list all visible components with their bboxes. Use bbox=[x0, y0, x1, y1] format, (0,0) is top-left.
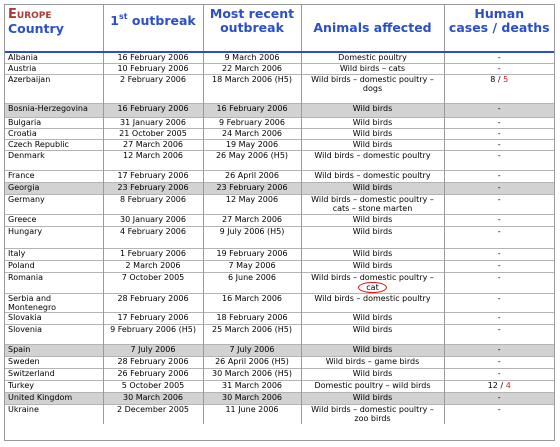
human-cases-text: - bbox=[497, 392, 501, 402]
circled-animal-highlight: cat bbox=[358, 282, 386, 293]
animals-text: Wild birds bbox=[352, 103, 393, 113]
table-row bbox=[5, 139, 554, 150]
recent-outbreak-text: 6 June 2006 bbox=[228, 272, 276, 282]
table-row bbox=[5, 170, 554, 182]
recent-outbreak-cell bbox=[203, 182, 301, 194]
country-text: Italy bbox=[8, 248, 26, 258]
animals-cell bbox=[301, 356, 444, 368]
recent-outbreak-cell bbox=[203, 170, 301, 182]
human-cases-text: - bbox=[497, 356, 501, 366]
country-cell bbox=[5, 74, 103, 103]
table-row bbox=[5, 117, 554, 128]
animals-cell bbox=[301, 392, 444, 404]
animals-text: Wild birds bbox=[352, 260, 393, 270]
human-label-line1: Human bbox=[474, 6, 525, 21]
animals-cell bbox=[301, 344, 444, 356]
table-row bbox=[5, 356, 554, 368]
animals-cell bbox=[301, 63, 444, 74]
animals-cell bbox=[301, 380, 444, 392]
first-outbreak-cell bbox=[103, 74, 203, 103]
animals-text: Wild birds bbox=[352, 324, 393, 334]
human-cases-text: - bbox=[497, 404, 501, 414]
country-cell bbox=[5, 117, 103, 128]
first-outbreak-text: 8 February 2006 bbox=[120, 194, 186, 204]
human-cases-text: - bbox=[497, 312, 501, 322]
first-outbreak-cell bbox=[103, 344, 203, 356]
first-outbreak-text: 2 December 2005 bbox=[116, 404, 190, 414]
human-cases-cell bbox=[444, 324, 554, 344]
first-outbreak-cell bbox=[103, 170, 203, 182]
animals-cell bbox=[301, 293, 444, 312]
human-label-line2: cases / deaths bbox=[448, 20, 550, 35]
first-outbreak-cell bbox=[103, 182, 203, 194]
country-text: Sweden bbox=[8, 356, 40, 366]
animals-cell bbox=[301, 404, 444, 424]
first-outbreak-cell bbox=[103, 63, 203, 74]
human-cases-text: - bbox=[497, 150, 501, 160]
first-outbreak-text: 16 February 2006 bbox=[117, 103, 189, 113]
country-cell bbox=[5, 392, 103, 404]
first-outbreak-text: 7 October 2005 bbox=[121, 272, 185, 282]
recent-outbreak-cell bbox=[203, 356, 301, 368]
first-outbreak-cell bbox=[103, 260, 203, 272]
human-cases-cell bbox=[444, 392, 554, 404]
animals-text: Wild birds bbox=[352, 182, 393, 192]
human-cases-column-header bbox=[444, 5, 554, 52]
human-cases-cell bbox=[444, 356, 554, 368]
recent-outbreak-cell bbox=[203, 324, 301, 344]
animals-text: Wild birds – domestic poultry bbox=[314, 150, 431, 160]
recent-outbreak-text: 27 March 2006 bbox=[221, 214, 282, 224]
country-text: Spain bbox=[8, 344, 31, 354]
country-text: Slovenia bbox=[8, 324, 43, 334]
animals-cell bbox=[301, 214, 444, 226]
human-cases-cell bbox=[444, 103, 554, 117]
animals-text: Domestic poultry bbox=[338, 53, 407, 62]
table-row bbox=[5, 214, 554, 226]
recent-outbreak-text: 30 March 2006 bbox=[221, 392, 282, 402]
first-outbreak-text: 2 February 2006 bbox=[120, 74, 186, 84]
animals-text: Wild birds bbox=[352, 392, 393, 402]
recent-outbreak-text: 25 March 2006 (H5) bbox=[212, 324, 292, 334]
first-outbreak-num: 1 bbox=[110, 13, 119, 28]
human-cases-cell bbox=[444, 182, 554, 194]
country-cell bbox=[5, 103, 103, 117]
recent-outbreak-cell bbox=[203, 52, 301, 63]
animals-text: Wild birds bbox=[352, 248, 393, 258]
animals-text: Wild birds bbox=[352, 117, 393, 127]
country-text: Ukraine bbox=[8, 404, 39, 414]
country-text: Czech Republic bbox=[8, 139, 69, 149]
country-text: Bosnia-Herzegovina bbox=[8, 103, 88, 113]
animals-text: Wild birds bbox=[352, 128, 393, 138]
table-header-row bbox=[5, 5, 554, 52]
first-outbreak-text: 28 February 2006 bbox=[117, 356, 189, 366]
recent-outbreak-cell bbox=[203, 226, 301, 248]
first-outbreak-cell bbox=[103, 139, 203, 150]
recent-outbreak-label-line1: Most recent bbox=[209, 6, 295, 21]
country-text: Germany bbox=[8, 194, 45, 204]
human-cases-cell bbox=[444, 260, 554, 272]
country-cell bbox=[5, 214, 103, 226]
animals-text: Wild birds – cats bbox=[339, 63, 406, 73]
first-outbreak-cell bbox=[103, 52, 203, 63]
animals-cell bbox=[301, 150, 444, 170]
country-cell bbox=[5, 182, 103, 194]
first-outbreak-text: 9 February 2006 (H5) bbox=[110, 324, 196, 334]
country-cell bbox=[5, 150, 103, 170]
first-outbreak-cell bbox=[103, 150, 203, 170]
country-cell bbox=[5, 170, 103, 182]
country-text: Romania bbox=[8, 272, 43, 282]
first-outbreak-text: 17 February 2006 bbox=[117, 312, 189, 322]
first-outbreak-text: 28 February 2006 bbox=[117, 293, 189, 303]
first-outbreak-cell bbox=[103, 404, 203, 424]
recent-outbreak-text: 16 February 2006 bbox=[216, 103, 288, 113]
animals-text: Wild birds bbox=[352, 344, 393, 354]
first-outbreak-cell bbox=[103, 128, 203, 139]
human-cases-cell bbox=[444, 117, 554, 128]
table-row bbox=[5, 63, 554, 74]
first-outbreak-cell bbox=[103, 226, 203, 248]
recent-outbreak-column-header bbox=[203, 5, 301, 52]
first-outbreak-text: 26 February 2006 bbox=[117, 368, 189, 378]
country-text: Hungary bbox=[8, 226, 43, 236]
first-outbreak-text: 17 February 2006 bbox=[117, 170, 189, 180]
animals-text: Wild birds – domestic poultry – zoo birds bbox=[311, 404, 434, 423]
recent-outbreak-text: 24 March 2006 bbox=[221, 128, 282, 138]
animals-text: Wild birds bbox=[352, 139, 393, 149]
first-outbreak-text: 2 March 2006 bbox=[125, 260, 181, 270]
first-outbreak-cell bbox=[103, 293, 203, 312]
recent-outbreak-text: 18 February 2006 bbox=[216, 312, 288, 322]
country-cell bbox=[5, 324, 103, 344]
country-cell bbox=[5, 248, 103, 260]
recent-outbreak-text: 9 July 2006 (H5) bbox=[219, 226, 285, 236]
human-cases-text: - bbox=[497, 214, 501, 224]
recent-outbreak-text: 18 March 2006 (H5) bbox=[212, 74, 292, 84]
recent-outbreak-cell bbox=[203, 392, 301, 404]
human-cases-cell bbox=[444, 194, 554, 214]
human-cases-cell bbox=[444, 380, 554, 392]
recent-outbreak-cell bbox=[203, 63, 301, 74]
first-outbreak-text: 4 February 2006 bbox=[120, 226, 186, 236]
animals-cell bbox=[301, 52, 444, 63]
recent-outbreak-cell bbox=[203, 380, 301, 392]
first-outbreak-text: 30 January 2006 bbox=[120, 214, 186, 224]
recent-outbreak-cell bbox=[203, 368, 301, 380]
country-column-header bbox=[5, 5, 103, 52]
animals-cell bbox=[301, 128, 444, 139]
country-text: Switzerland bbox=[8, 368, 55, 378]
animals-cell bbox=[301, 103, 444, 117]
country-label: Country bbox=[8, 21, 64, 36]
human-cases-text: - bbox=[497, 368, 501, 378]
recent-outbreak-cell bbox=[203, 214, 301, 226]
recent-outbreak-text: 7 May 2006 bbox=[228, 260, 276, 270]
country-cell bbox=[5, 63, 103, 74]
first-outbreak-cell bbox=[103, 117, 203, 128]
country-text: Albania bbox=[8, 53, 38, 62]
table-row bbox=[5, 380, 554, 392]
human-cases-cell bbox=[444, 139, 554, 150]
country-cell bbox=[5, 293, 103, 312]
country-cell bbox=[5, 312, 103, 324]
country-cell bbox=[5, 380, 103, 392]
first-outbreak-cell bbox=[103, 248, 203, 260]
first-outbreak-cell bbox=[103, 312, 203, 324]
first-outbreak-cell bbox=[103, 392, 203, 404]
first-outbreak-text: 31 January 2006 bbox=[120, 117, 186, 127]
human-cases-text: 8 / bbox=[490, 74, 504, 84]
recent-outbreak-label-line2: outbreak bbox=[220, 20, 284, 35]
animals-cell bbox=[301, 194, 444, 214]
recent-outbreak-cell bbox=[203, 117, 301, 128]
animals-cell bbox=[301, 260, 444, 272]
recent-outbreak-cell bbox=[203, 404, 301, 424]
country-text: Azerbaijan bbox=[8, 74, 51, 84]
human-cases-cell bbox=[444, 63, 554, 74]
human-cases-text: - bbox=[497, 272, 501, 282]
recent-outbreak-text: 26 April 2006 bbox=[225, 170, 279, 180]
animals-label: Animals affected bbox=[313, 20, 432, 35]
country-cell bbox=[5, 404, 103, 424]
human-cases-text: - bbox=[497, 103, 501, 113]
human-cases-cell bbox=[444, 368, 554, 380]
animals-cell bbox=[301, 272, 444, 293]
country-cell bbox=[5, 368, 103, 380]
country-text: Poland bbox=[8, 260, 35, 270]
animals-text: Wild birds – domestic poultry bbox=[314, 293, 431, 303]
first-outbreak-text: 5 October 2005 bbox=[121, 380, 185, 390]
human-cases-cell bbox=[444, 170, 554, 182]
table-row bbox=[5, 194, 554, 214]
human-cases-text: - bbox=[497, 293, 501, 303]
recent-outbreak-cell bbox=[203, 272, 301, 293]
first-outbreak-text: 30 March 2006 bbox=[122, 392, 183, 402]
animals-cell bbox=[301, 368, 444, 380]
animals-text: Domestic poultry – wild birds bbox=[314, 380, 431, 390]
country-text: France bbox=[8, 170, 35, 180]
human-cases-cell bbox=[444, 214, 554, 226]
human-deaths-text: 4 bbox=[505, 380, 511, 390]
human-cases-cell bbox=[444, 74, 554, 103]
first-outbreak-cell bbox=[103, 214, 203, 226]
table-row bbox=[5, 312, 554, 324]
recent-outbreak-text: 9 February 2006 bbox=[219, 117, 285, 127]
country-cell bbox=[5, 194, 103, 214]
recent-outbreak-text: 12 May 2006 bbox=[225, 194, 279, 204]
recent-outbreak-text: 22 March 2006 bbox=[221, 63, 282, 73]
country-cell bbox=[5, 128, 103, 139]
recent-outbreak-text: 11 June 2006 bbox=[225, 404, 279, 414]
human-cases-text: - bbox=[497, 170, 501, 180]
animals-text: Wild birds bbox=[352, 368, 393, 378]
country-cell bbox=[5, 344, 103, 356]
recent-outbreak-text: 19 February 2006 bbox=[216, 248, 288, 258]
recent-outbreak-text: 7 July 2006 bbox=[229, 344, 275, 354]
human-cases-text: - bbox=[497, 226, 501, 236]
human-cases-cell bbox=[444, 312, 554, 324]
animals-cell bbox=[301, 248, 444, 260]
human-cases-cell bbox=[444, 150, 554, 170]
table-row bbox=[5, 128, 554, 139]
first-outbreak-text: 21 October 2005 bbox=[119, 128, 187, 138]
country-cell bbox=[5, 272, 103, 293]
human-cases-cell bbox=[444, 128, 554, 139]
first-outbreak-cell bbox=[103, 368, 203, 380]
recent-outbreak-text: 26 May 2006 (H5) bbox=[215, 150, 289, 160]
country-text: United Kingdom bbox=[8, 392, 73, 402]
table-row bbox=[5, 182, 554, 194]
first-outbreak-label: outbreak bbox=[127, 13, 196, 28]
animals-text: Wild birds – game birds bbox=[325, 356, 420, 366]
recent-outbreak-text: 30 March 2006 (H5) bbox=[212, 368, 292, 378]
first-outbreak-cell bbox=[103, 272, 203, 293]
table-row bbox=[5, 344, 554, 356]
human-cases-text: - bbox=[497, 63, 501, 73]
recent-outbreak-text: 26 April 2006 (H5) bbox=[215, 356, 289, 366]
recent-outbreak-cell bbox=[203, 344, 301, 356]
animals-text: Wild birds – domestic poultry – cats – stone marten bbox=[311, 194, 434, 213]
human-deaths-text: 5 bbox=[503, 74, 509, 84]
first-outbreak-text: 10 February 2006 bbox=[117, 63, 189, 73]
human-cases-cell bbox=[444, 248, 554, 260]
human-cases-text: 12 / bbox=[487, 380, 506, 390]
animals-cell bbox=[301, 117, 444, 128]
avian-flu-outbreak-table bbox=[5, 5, 554, 424]
recent-outbreak-text: 16 March 2006 bbox=[221, 293, 282, 303]
animals-text: Wild birds – domestic poultry bbox=[314, 170, 431, 180]
table-row bbox=[5, 52, 554, 63]
table-row bbox=[5, 103, 554, 117]
table-row bbox=[5, 293, 554, 312]
human-cases-text: - bbox=[497, 53, 501, 62]
human-cases-text: - bbox=[497, 194, 501, 204]
recent-outbreak-cell bbox=[203, 293, 301, 312]
country-cell bbox=[5, 356, 103, 368]
first-outbreak-text: 7 July 2006 bbox=[130, 344, 176, 354]
animals-text: Wild birds – domestic poultry – bbox=[311, 272, 434, 282]
animals-cell bbox=[301, 324, 444, 344]
recent-outbreak-cell bbox=[203, 128, 301, 139]
country-cell bbox=[5, 52, 103, 63]
table-body bbox=[5, 52, 554, 424]
first-outbreak-text: 23 February 2006 bbox=[117, 182, 189, 192]
human-cases-text: - bbox=[497, 117, 501, 127]
table-row bbox=[5, 324, 554, 344]
recent-outbreak-text: 19 May 2006 bbox=[225, 139, 279, 149]
first-outbreak-text: 12 March 2006 bbox=[122, 150, 183, 160]
human-cases-cell bbox=[444, 404, 554, 424]
animals-text: Wild birds bbox=[352, 312, 393, 322]
human-cases-text: - bbox=[497, 182, 501, 192]
country-cell bbox=[5, 226, 103, 248]
country-text: Bulgaria bbox=[8, 117, 42, 127]
recent-outbreak-cell bbox=[203, 248, 301, 260]
country-text: Turkey bbox=[8, 380, 35, 390]
recent-outbreak-cell bbox=[203, 194, 301, 214]
animals-cell bbox=[301, 74, 444, 103]
recent-outbreak-cell bbox=[203, 312, 301, 324]
animals-text: Wild birds bbox=[352, 226, 393, 236]
country-text: Slovakia bbox=[8, 312, 42, 322]
human-cases-text: - bbox=[497, 344, 501, 354]
human-cases-text: - bbox=[497, 128, 501, 138]
recent-outbreak-text: 9 March 2006 bbox=[224, 53, 280, 62]
animals-column-header bbox=[301, 5, 444, 52]
country-text: Austria bbox=[8, 63, 37, 73]
country-text: Georgia bbox=[8, 182, 40, 192]
table-row bbox=[5, 272, 554, 293]
animals-cell bbox=[301, 139, 444, 150]
first-outbreak-superscript: st bbox=[118, 12, 128, 21]
human-cases-text: - bbox=[497, 324, 501, 334]
table-row bbox=[5, 404, 554, 424]
human-cases-cell bbox=[444, 293, 554, 312]
country-text: Serbia and Montenegro bbox=[8, 293, 57, 312]
table-row bbox=[5, 74, 554, 103]
human-cases-cell bbox=[444, 52, 554, 63]
table-row bbox=[5, 248, 554, 260]
first-outbreak-cell bbox=[103, 380, 203, 392]
table-row bbox=[5, 392, 554, 404]
first-outbreak-cell bbox=[103, 324, 203, 344]
first-outbreak-cell bbox=[103, 194, 203, 214]
table-row bbox=[5, 368, 554, 380]
human-cases-text: - bbox=[497, 248, 501, 258]
first-outbreak-column-header bbox=[103, 5, 203, 52]
country-text: Denmark bbox=[8, 150, 45, 160]
country-cell bbox=[5, 139, 103, 150]
table-row bbox=[5, 150, 554, 170]
country-text: Greece bbox=[8, 214, 37, 224]
human-cases-cell bbox=[444, 226, 554, 248]
human-cases-text: - bbox=[497, 260, 501, 270]
animals-text: Wild birds bbox=[352, 214, 393, 224]
recent-outbreak-text: 31 March 2006 bbox=[221, 380, 282, 390]
first-outbreak-cell bbox=[103, 356, 203, 368]
first-outbreak-text: 1 February 2006 bbox=[120, 248, 186, 258]
animals-text: Wild birds – domestic poultry – dogs bbox=[311, 74, 434, 93]
animals-cell bbox=[301, 226, 444, 248]
first-outbreak-cell bbox=[103, 103, 203, 117]
region-label: Europe bbox=[8, 7, 52, 22]
human-cases-cell bbox=[444, 272, 554, 293]
recent-outbreak-cell bbox=[203, 103, 301, 117]
human-cases-text: - bbox=[497, 139, 501, 149]
animals-cell bbox=[301, 170, 444, 182]
animals-cell bbox=[301, 182, 444, 194]
outbreak-table-frame bbox=[4, 4, 555, 441]
recent-outbreak-cell bbox=[203, 74, 301, 103]
recent-outbreak-cell bbox=[203, 139, 301, 150]
animals-cell bbox=[301, 312, 444, 324]
recent-outbreak-cell bbox=[203, 260, 301, 272]
table-row bbox=[5, 260, 554, 272]
recent-outbreak-cell bbox=[203, 150, 301, 170]
table-row bbox=[5, 226, 554, 248]
first-outbreak-text: 16 February 2006 bbox=[117, 53, 189, 62]
country-text: Croatia bbox=[8, 128, 37, 138]
recent-outbreak-text: 23 February 2006 bbox=[216, 182, 288, 192]
country-cell bbox=[5, 260, 103, 272]
first-outbreak-text: 27 March 2006 bbox=[122, 139, 183, 149]
human-cases-cell bbox=[444, 344, 554, 356]
